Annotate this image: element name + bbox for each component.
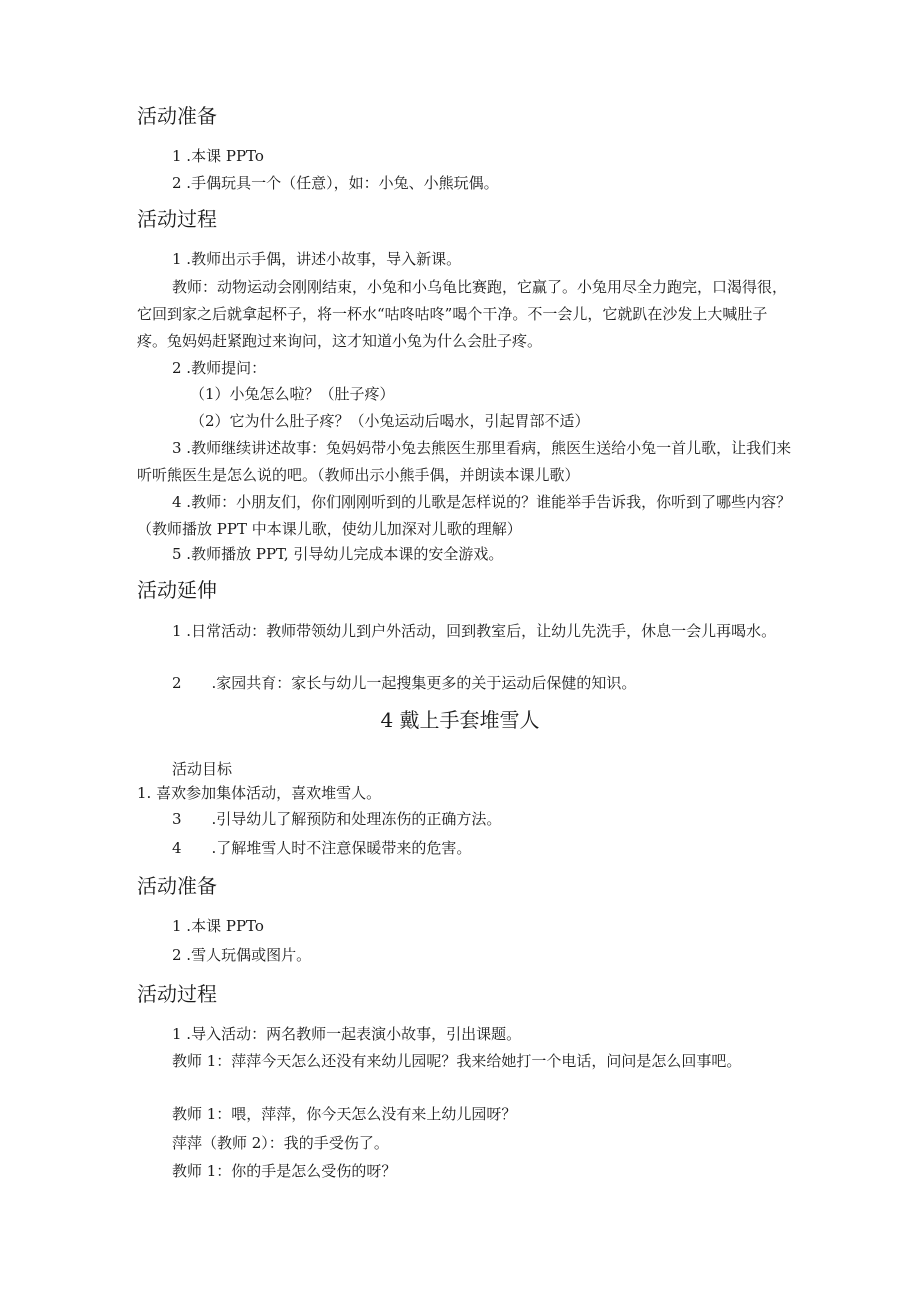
prep-item-2: 2 .手偶玩具一个（任意），如：小兔、小熊玩偶。	[172, 174, 499, 192]
question-1: （1）小兔怎么啦？（肚子疼）	[190, 385, 395, 403]
question-2: （2）它为什么肚子疼？（小兔运动后喝水，引起胃部不适）	[190, 412, 590, 430]
process2-dialog-1: 教师 1：萍萍今天怎么还没有来幼儿园呢？我来给她打一个电话，问问是怎么回事吧。	[172, 1052, 742, 1070]
process-item-4: 4 .教师：小朋友们，你们刚刚听到的儿歌是怎样说的？谁能举手告诉我，你听到了哪些内容？（教师播放 PPT 中本课儿歌，使幼儿加深对儿歌的理解）	[137, 493, 792, 538]
process-item-2: 2 .教师提问：	[172, 359, 267, 377]
prep2-item-2: 2 .雪人玩偶或图片。	[172, 946, 312, 964]
extension-item-2: 2 .家园共育：家长与幼儿一起搜集更多的关于运动后保健的知识。	[172, 674, 637, 692]
section-heading-extension: 活动延伸	[137, 578, 217, 602]
process2-dialog-2: 教师 1：喂，萍萍，你今天怎么没有来上幼儿园呀？	[172, 1105, 517, 1123]
process-paragraph-story: 教师：动物运动会刚刚结束，小兔和小乌龟比赛跑，它赢了。小兔用尽全力跑完，口渴得很，它回到家之后就拿起杯子，将一杯水“咕咚咕咚”喝个干净。不一会儿，它就趴在沙发上大喊肚子疼。兔妈妈赶紧跑过来询问，这才知道小兔为什么会肚子疼。	[137, 278, 788, 350]
process2-dialog-4: 教师 1：你的手是怎么受伤的呀？	[172, 1162, 397, 1180]
section-heading-prep-2: 活动准备	[137, 874, 217, 898]
prep-item-1: 1 .本课 PPTo	[172, 147, 264, 165]
goal-item-3: 3 .引导幼儿了解预防和处理冻伤的正确方法。	[172, 810, 502, 828]
section-heading-prep-1: 活动准备	[137, 104, 217, 128]
process-item-1: 1 .教师出示手偶，讲述小故事，导入新课。	[172, 250, 462, 268]
goal-item-4: 4 .了解堆雪人时不注意保暖带来的危害。	[172, 839, 472, 857]
process-item-3: 3 .教师继续讲述故事：兔妈妈带小兔去熊医生那里看病，熊医生送给小兔一首儿歌，让我们来听听熊医生是怎么说的吧。（教师出示小熊手偶，并朗读本课儿歌）	[137, 439, 792, 484]
process2-item-1: 1 .导入活动：两名教师一起表演小故事，引出课题。	[172, 1025, 522, 1043]
extension-item-1: 1 .日常活动：教师带领幼儿到户外活动，回到教室后，让幼儿先洗手，休息一会儿再喝水。	[172, 622, 777, 640]
goal-heading: 活动目标	[172, 760, 233, 778]
section-heading-process-1: 活动过程	[137, 207, 217, 231]
process-item-5: 5 .教师播放 PPT, 引导幼儿完成本课的安全游戏。	[172, 545, 504, 563]
process2-dialog-3: 萍萍（教师 2）：我的手受伤了。	[172, 1134, 389, 1152]
section-heading-process-2: 活动过程	[137, 982, 217, 1006]
prep2-item-1: 1 .本课 PPTo	[172, 917, 264, 935]
lesson-title: 4 戴上手套堆雪人	[380, 708, 540, 732]
goal-item-1: 1. 喜欢参加集体活动，喜欢堆雪人。	[137, 784, 382, 802]
